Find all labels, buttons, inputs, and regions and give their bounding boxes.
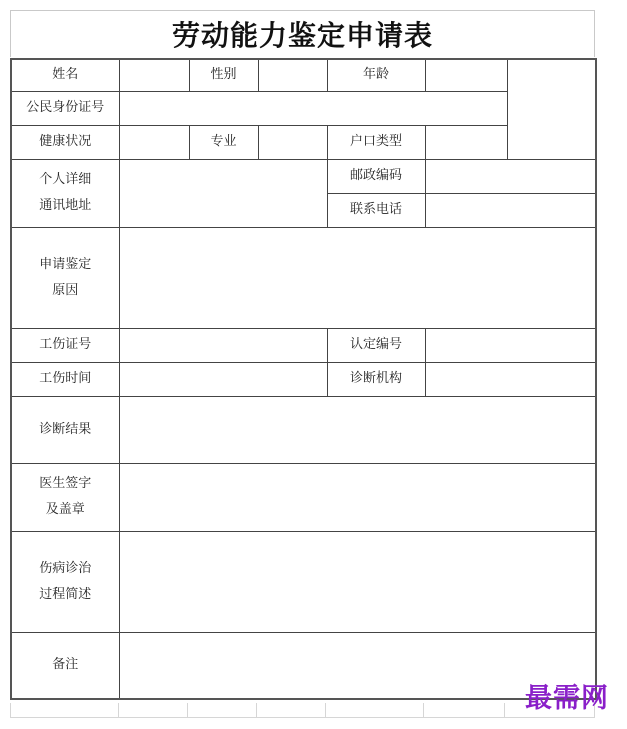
row-injury-cert xyxy=(11,328,596,362)
tail-cell xyxy=(257,703,326,717)
label-doctor-sign-line1: 医生签字 xyxy=(39,476,92,491)
field-address[interactable] xyxy=(119,159,327,227)
photo-cell[interactable] xyxy=(507,59,596,159)
row-injury-time xyxy=(11,362,596,396)
row-address-postcode xyxy=(11,159,596,193)
application-form xyxy=(10,10,595,718)
label-health: 健康状况 xyxy=(11,125,119,159)
field-health[interactable] xyxy=(119,125,189,159)
form-table xyxy=(10,58,597,700)
field-injury-cert-no[interactable] xyxy=(119,328,327,362)
row-reason xyxy=(11,227,596,328)
field-phone[interactable] xyxy=(425,193,596,227)
label-id-number: 公民身份证号 xyxy=(11,91,119,125)
label-name: 姓名 xyxy=(11,59,119,91)
row-basic-info xyxy=(11,59,596,91)
label-phone: 联系电话 xyxy=(327,193,425,227)
label-treatment-line1: 伤病诊治 xyxy=(39,560,92,576)
field-reason[interactable] xyxy=(119,227,596,328)
label-hukou-type: 户口类型 xyxy=(327,125,425,159)
label-reason-line2: 原因 xyxy=(52,282,79,298)
field-major[interactable] xyxy=(258,125,327,159)
label-injury-time: 工伤时间 xyxy=(11,362,119,396)
label-doctor-sign-line2: 及盖章 xyxy=(45,502,85,517)
row-remarks xyxy=(11,632,596,699)
field-age[interactable] xyxy=(425,59,507,91)
label-age: 年龄 xyxy=(327,59,425,91)
label-injury-cert-no: 工伤证号 xyxy=(11,328,119,362)
label-determination-no: 认定编号 xyxy=(327,328,425,362)
field-id-number[interactable] xyxy=(119,91,507,125)
field-diagnosis-result[interactable] xyxy=(119,396,596,463)
tail-cell xyxy=(11,703,119,717)
label-doctor-sign xyxy=(11,463,119,531)
label-postcode: 邮政编码 xyxy=(327,159,425,193)
label-reason-line1: 申请鉴定 xyxy=(39,256,92,272)
label-address-line1: 个人详细 xyxy=(39,172,92,187)
label-address-line2: 通讯地址 xyxy=(39,198,92,213)
field-diagnosis-org[interactable] xyxy=(425,362,596,396)
field-gender[interactable] xyxy=(258,59,327,91)
label-gender: 性别 xyxy=(189,59,258,91)
label-major: 专业 xyxy=(189,125,258,159)
label-address xyxy=(11,159,119,227)
field-hukou-type[interactable] xyxy=(425,125,507,159)
label-diagnosis-org: 诊断机构 xyxy=(327,362,425,396)
field-name[interactable] xyxy=(119,59,189,91)
tail-cell xyxy=(424,703,506,717)
watermark-logo: 最需网 xyxy=(525,683,609,714)
tail-cell xyxy=(188,703,257,717)
tail-cell xyxy=(326,703,424,717)
field-postcode[interactable] xyxy=(425,159,596,193)
empty-tail-row xyxy=(10,703,595,718)
label-diagnosis-result: 诊断结果 xyxy=(11,396,119,463)
field-doctor-sign[interactable] xyxy=(119,463,596,531)
row-treatment xyxy=(11,531,596,632)
label-remarks: 备注 xyxy=(11,632,119,699)
field-determination-no[interactable] xyxy=(425,328,596,362)
field-treatment[interactable] xyxy=(119,531,596,632)
label-treatment xyxy=(11,531,119,632)
tail-cell xyxy=(119,703,189,717)
label-reason xyxy=(11,227,119,328)
row-diagnosis-result xyxy=(11,396,596,463)
label-treatment-line2: 过程简述 xyxy=(39,586,92,602)
field-injury-time[interactable] xyxy=(119,362,327,396)
form-title: 劳动能力鉴定申请表 xyxy=(10,10,595,57)
row-doctor-sign xyxy=(11,463,596,531)
